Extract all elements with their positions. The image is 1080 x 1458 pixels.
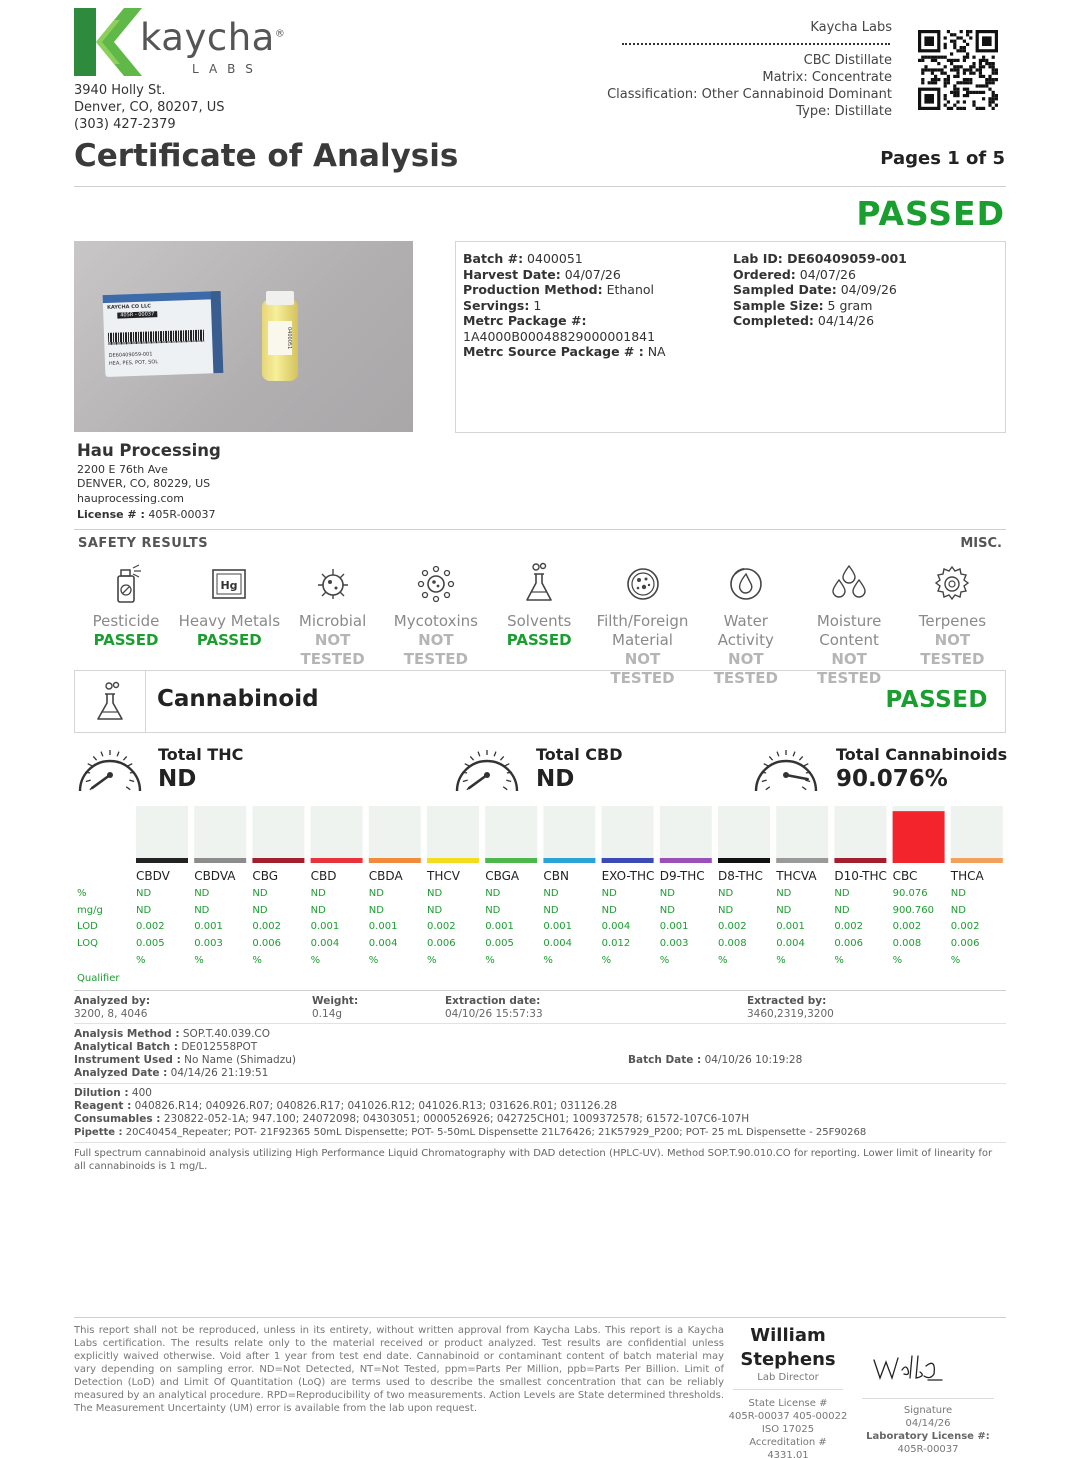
safety-results-heading: SAFETY RESULTS [78,536,209,551]
safety-item-status: PASSED [93,631,159,649]
batch-field [463,267,666,283]
extracted-by: 3460,2319,3200 [747,1008,834,1020]
analyzed-by-label: Analyzed by: [74,995,151,1007]
column-header: D8-THC [718,869,763,883]
client-name: Hau Processing [77,441,221,460]
table-cell: ND [776,905,792,916]
table-cell: ND [950,905,966,916]
batch-field-label: Sampled Date: [733,282,837,297]
column-header: EXO-THC [601,869,655,883]
client-website[interactable]: hauprocessing.com [77,492,184,505]
batch-field-value: 0400051 [523,251,583,266]
mycotoxins-icon [417,562,455,604]
column-header: D10-THC [834,869,887,883]
cannabinoid-title: Cannabinoid [157,686,319,712]
batch-field-value: NA [643,344,666,359]
bar-baseline [427,858,479,863]
table-cell: % [485,955,495,966]
batch-field [733,313,907,329]
column-header: CBDVA [194,869,236,883]
sample-vial [262,299,298,381]
table-cell: 0.001 [194,921,223,932]
extracted-by-label: Extracted by: [747,995,827,1007]
table-cell: ND [834,905,850,916]
table-cell: % [834,955,844,966]
safety-item-name: Content [819,631,879,649]
batch-field [463,313,666,329]
batch-field-label: Completed: [733,313,814,328]
safety-item-status: NOT TESTED [610,650,675,687]
table-cell: ND [950,888,966,899]
table-cell: ND [601,888,617,899]
analyzed-date: Analyzed Date : 04/14/26 21:19:51 [74,1067,269,1079]
overall-status-badge: PASSED [856,194,1005,233]
bar-baseline [136,858,188,863]
pipette: Pipette : 20C40454_Repeater; POT- 21F92365 50mL Dispensette; POT- 5-50mL Dispensette 21L76426; 21K57929_P200; POT- 25 mL Dispensette - 25F90268 [74,1127,867,1138]
safety-item [281,562,385,669]
table-cell: ND [252,888,268,899]
extraction-date-label: Extraction date: [445,995,541,1007]
client-city: DENVER, CO, 80229, US [77,477,211,490]
table-cell: % [659,955,670,966]
table-cell: ND [718,905,734,916]
batch-field-label: Batch #: [463,251,524,266]
batch-field [463,329,666,345]
batch-field-value: 04/07/26 [795,266,856,282]
batch-field-value: Ethanol [602,282,654,297]
product-name: CBC Distillate [803,53,892,68]
row-label: LOD [77,921,98,932]
batch-field [463,282,666,298]
state-license: State License # 405R-00037 405-00022 ISO 17025 Accreditation # 4331.01 [728,1398,848,1458]
safety-item [900,562,1004,669]
table-cell: 0.004 [601,921,631,932]
batch-field-label: Harvest Date: [463,266,561,282]
safety-item-name: Pesticide [92,612,160,630]
table-cell: % [543,955,553,966]
product-matrix: Matrix: Concentrate [762,70,892,85]
water-activity-icon [727,562,765,604]
total-label: Total CBD [536,745,623,764]
instrument-used: Instrument Used : No Name (Shimadzu) [74,1054,296,1066]
total-label: Total THC [158,745,244,764]
batch-field-label: Lab ID: [733,251,783,266]
bar-baseline [485,858,537,863]
batch-date: Batch Date : 04/10/26 10:19:28 [628,1054,803,1066]
bar-cbc [893,811,945,858]
bar-background [369,806,421,858]
table-cell: 0.004 [543,938,573,949]
batch-field [733,282,907,298]
cannabinoid-status: PASSED [885,687,988,713]
table-cell: 0.006 [950,938,980,949]
table-cell: ND [310,905,326,916]
bar-background [602,806,654,858]
total-label: Total Cannabinoids [836,745,1008,764]
table-cell: 0.002 [892,921,922,932]
signer-title: Lab Director [757,1372,819,1383]
bar-background [718,806,770,858]
column-header: THCV [427,869,460,883]
safety-item-name: Water Activity [717,612,774,649]
bar-baseline [951,858,1003,863]
safety-item-status: NOT TESTED [816,650,882,687]
column-header: THCVA [776,869,817,883]
bar-baseline [543,858,595,863]
table-cell: ND [368,905,384,916]
table-cell: % [892,955,903,966]
table-cell: 0.003 [194,938,223,949]
bar-baseline [776,858,828,863]
table-cell: ND [834,888,850,899]
table-cell: % [776,955,786,966]
safety-item-status: NOT TESTED [713,650,778,687]
flask-icon [520,562,558,604]
batch-field-value: 04/09/26 [836,282,897,297]
bar-baseline [311,858,363,863]
bar-baseline [893,858,945,863]
batch-field [733,251,907,267]
table-cell: % [950,955,961,966]
safety-item-status: NOT TESTED [300,631,365,668]
total-value: ND [158,766,197,792]
label-code: 405R - 00037 [117,311,157,318]
table-cell: 0.001 [776,921,805,932]
batch-field-value: 04/14/26 [813,313,875,328]
batch-field-value: DE60409059-001 [782,251,907,266]
table-cell: ND [718,888,734,899]
qualifier-label: Qualifier [77,973,120,984]
safety-item-name: Microbial [298,612,367,630]
lab-address-line: 3940 Holly St. [74,83,166,98]
weight-label: Weight: [312,995,359,1007]
consumables: Consumables : 230822-052-1A; 947.100; 24072098; 04303051; 0000526926; 042725CH01; 1009372578; 61572-107C6-107H [74,1113,750,1125]
gauge-icon [750,741,822,801]
safety-item-status: PASSED [506,631,572,649]
safety-item-name: Material [612,631,673,649]
pesticide-spray-icon [107,562,145,604]
misc-heading: MISC. [960,536,1002,551]
table-cell: ND [659,888,675,899]
analytical-batch: Analytical Batch : DE012558POT [74,1041,258,1053]
table-cell: % [252,955,262,966]
disclaimer: This report shall not be reproduced, unless in its entirety, without written approval from Kaycha Labs. This report is a Kaycha Labs certification. The results relate only to the material received or product analyzed. Test results are confidential unless explicitly waived otherwise. Void after 1 year from test end date. Cannabinoid or contaminant content of batch material may vary depending on sampling error. ND=Not Detected, NT=Not Tested, ppm=Parts Per Million, ppb=Parts Per Billion. Limit of Detection (LoD) and Limit Of Quantitation (LoQ) are terms used to describe the smallest concentration that can be reliably measured by an analytical procedure. RPD=Reproducibility of two measurements. Action Levels are State determined thresholds. The Measurement Uncertainty (UM) error is available from the lab upon request. [74,1325,724,1414]
column-header: CBC [892,869,918,883]
table-cell: ND [543,888,559,899]
table-cell: 0.004 [776,938,805,949]
page-count: Pages 1 of 5 [880,148,1005,169]
bar-baseline [194,858,246,863]
bar-baseline [718,858,770,863]
column-header: CBDV [136,869,170,883]
kaycha-logo-icon [74,8,142,76]
table-cell: ND [427,905,443,916]
safety-item [384,562,488,669]
bar-background [194,806,246,858]
bar-background [427,806,479,858]
table-cell: 0.001 [310,921,340,932]
lab-address-line: Denver, CO, 80207, US [74,100,225,115]
table-cell: ND [601,905,617,916]
sample-label [103,291,224,377]
table-cell: 0.001 [485,921,514,932]
bar-background [660,806,712,858]
batch-field-label: Ordered: [733,266,796,282]
safety-item-status: PASSED [196,631,262,649]
batch-details-left [463,251,666,360]
safety-item-name: Moisture [816,612,882,630]
table-cell: ND [194,888,210,899]
table-cell: 0.002 [718,921,747,932]
signature-image [868,1350,948,1386]
batch-field-value: 04/07/26 [560,266,621,282]
moisture-drops-icon [830,562,868,604]
extraction-date: 04/10/26 15:57:33 [445,1008,543,1020]
bar-background [136,806,188,858]
label-id: DE60409059-001 [108,351,153,359]
column-header: D9-THC [659,869,705,883]
table-cell: 0.002 [427,921,456,932]
table-cell: ND [659,905,675,916]
table-cell: % [601,955,612,966]
method-note: Full spectrum cannabinoid analysis utilizing High Performance Liquid Chromatography with DAD detection (HPLC-UV). Method SOP.T.90.010.CO for reporting. Lower limit of linearity for all cannabinoids is 1 mg/L. [74,1148,993,1172]
batch-field-value: 1 [529,297,542,313]
bar-background [485,806,537,858]
page-title: Certificate of Analysis [74,138,459,174]
sample-photo [74,241,413,432]
lab-phone: (303) 427-2379 [74,117,176,132]
batch-field [733,298,907,314]
row-label: LOQ [77,938,98,949]
bar-background [776,806,828,858]
safety-item [487,562,591,650]
batch-field-label: Metrc Source Package # : [463,344,644,359]
table-cell: 0.002 [136,921,165,932]
microbial-icon [314,562,352,604]
safety-item [177,562,281,650]
batch-field-value: 5 gram [823,297,873,313]
safety-item-name: Mycotoxins [393,612,478,630]
table-cell: ND [485,905,501,916]
bar-background [951,806,1003,858]
client-license: License # : 405R-00037 [77,508,216,521]
bar-baseline [252,858,304,863]
table-cell: % [136,955,146,966]
table-cell: % [427,955,437,966]
table-cell: 0.002 [252,921,282,932]
safety-item-name: Terpenes [918,612,987,630]
table-cell: 0.005 [136,938,165,949]
gauge-icon [74,741,146,801]
label-tests: HEA, PES, POT, SOL [108,359,159,367]
table-cell: 0.008 [718,938,747,949]
safety-item-status: NOT TESTED [403,631,468,668]
batch-field-label: Servings: [463,297,530,313]
qr-code-icon[interactable] [918,30,998,110]
dotted-divider [622,43,890,45]
table-cell: ND [485,888,501,899]
table-cell: ND [776,888,792,899]
table-cell: ND [194,905,210,916]
table-cell: 0.002 [950,921,980,932]
bar-baseline [834,858,886,863]
batch-field-label: Production Method: [463,282,603,297]
flask-icon [93,681,127,723]
table-cell: % [718,955,728,966]
bar-background [543,806,595,858]
table-cell: 90.076 [892,888,928,899]
vial-label: 0400051 [268,321,292,355]
table-cell: ND [310,888,326,899]
table-cell: ND [427,888,443,899]
product-type: Type: Distillate [796,104,892,119]
table-cell: 0.001 [659,921,689,932]
batch-field-label: Metrc Package #: [463,313,587,328]
signature-block: Signature 04/14/26 Laboratory License #: 405R-00037 [866,1405,990,1455]
table-cell: 0.006 [427,938,456,949]
brand-name: kaycha® [140,16,286,59]
safety-item [74,562,178,650]
table-cell: 0.004 [310,938,340,949]
bar-background [834,806,886,858]
table-cell: ND [543,905,559,916]
reagent: Reagent : 040826.R14; 040926.R07; 040826.R17; 041026.R12; 041026.R13; 031626.R01; 031126.28 [74,1100,618,1112]
product-classification: Classification: Other Cannabinoid Dominant [607,87,892,102]
table-cell: 0.012 [601,938,631,949]
table-cell: 900.760 [892,905,934,916]
brand-sub: LABS [192,62,263,76]
column-header: CBG [252,869,279,883]
batch-field-value: 1A4000B00048829000001841 [463,328,656,344]
table-cell: 0.005 [485,938,514,949]
weight: 0.14g [312,1008,343,1020]
batch-info-panel [455,241,1006,433]
batch-field [463,298,666,314]
batch-field [733,267,907,283]
table-cell: 0.001 [368,921,398,932]
column-header: THCA [950,869,984,883]
table-cell: ND [136,888,152,899]
client-address: 2200 E 76th Ave [77,463,168,476]
table-cell: 0.004 [368,938,398,949]
terpenes-gear-icon [933,562,971,604]
batch-details-right [733,251,907,329]
column-header: CBN [543,869,569,883]
row-label: % [77,888,87,899]
analyzed-by: 3200, 8, 4046 [74,1008,148,1020]
safety-item-name: Filth/Foreign [596,612,689,630]
column-header: CBD [310,869,337,883]
table-cell: % [194,955,204,966]
safety-item-name: Solvents [507,612,572,630]
batch-field-label: Sample Size: [733,297,824,313]
table-cell: ND [252,905,268,916]
batch-field [463,251,666,267]
batch-field [463,344,666,360]
svg-text:Hg: Hg [220,579,238,592]
table-cell: 0.002 [834,921,864,932]
safety-item-name: Heavy Metals [178,612,281,630]
bar-background [311,806,363,858]
table-cell: ND [368,888,384,899]
table-cell: % [310,955,321,966]
row-label: mg/g [77,905,103,916]
dilution: Dilution : 400 [74,1087,152,1099]
barcode [108,330,204,345]
table-cell: 0.006 [834,938,864,949]
safety-item-status: NOT TESTED [920,631,985,668]
bar-baseline [602,858,654,863]
table-cell: 0.006 [252,938,282,949]
heavy-metals-hg-icon [210,562,248,604]
analysis-method: Analysis Method : SOP.T.40.039.CO [74,1028,271,1040]
signer-name: William Stephens [740,1325,836,1370]
table-cell: % [368,955,379,966]
table-cell: 0.003 [659,938,689,949]
bar-baseline [660,858,712,863]
bar-background [252,806,304,858]
bar-baseline [369,858,421,863]
table-cell: 0.008 [892,938,922,949]
label-company: KAYCHA CO LLC [106,303,152,311]
table-cell: ND [136,905,152,916]
filth-magnifier-icon [624,562,662,604]
column-header: CBGA [485,869,520,883]
total-value: ND [536,766,575,792]
lab-name: Kaycha Labs [810,20,892,35]
column-header: CBDA [368,869,403,883]
total-value: 90.076% [836,766,948,792]
table-cell: 0.001 [543,921,573,932]
gauge-icon [451,741,523,801]
